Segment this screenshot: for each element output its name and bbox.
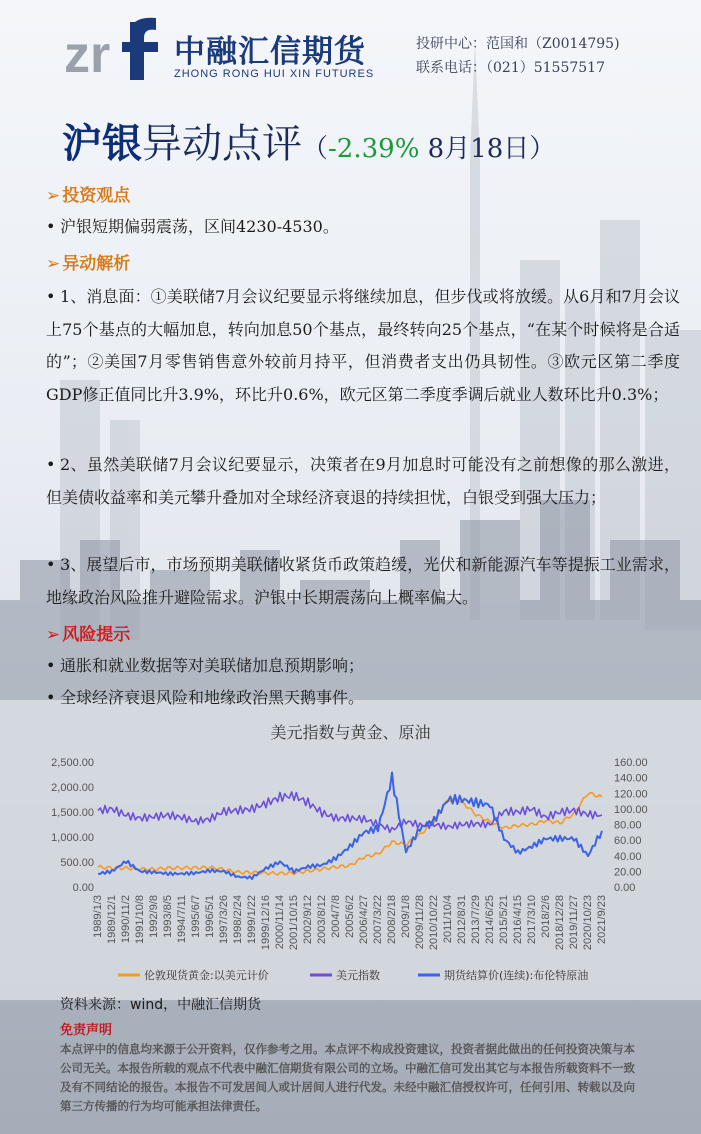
view-heading: ➢ 投资观点	[46, 186, 131, 206]
y-right-tick-label: 100.00	[614, 803, 648, 816]
bullet-icon: •	[46, 217, 56, 236]
legend-label: 期货结算价(连续):布伦特原油	[444, 969, 589, 982]
y-right-tick-label: 140.00	[614, 772, 648, 785]
x-tick-label: 2008/2/18	[386, 895, 398, 944]
x-tick-label: 2017/3/10	[526, 895, 538, 944]
x-tick-label: 1993/8/5	[162, 895, 174, 938]
x-tick-label: 2007/3/22	[372, 895, 384, 944]
y-right-tick-label: 0.00	[614, 882, 636, 894]
y-right-tick-label: 60.00	[614, 835, 642, 848]
x-tick-label: 2018/2/6	[540, 895, 552, 938]
x-tick-label: 2020/10/23	[582, 895, 594, 951]
bullet-icon: •	[46, 656, 56, 675]
x-tick-label: 2006/4/27	[358, 895, 370, 944]
y-right-tick-label: 160.00	[614, 757, 648, 769]
title-open-paren: （	[302, 134, 329, 164]
bullet-icon: •	[46, 287, 56, 306]
x-tick-label: 2011/10/4	[442, 895, 454, 944]
x-tick-label: 2012/8/31	[456, 895, 468, 944]
x-tick-label: 2009/1/8	[400, 895, 412, 938]
x-tick-label: 2014/6/25	[484, 895, 496, 944]
logo-chinese-name: 中融汇信期货	[174, 34, 366, 70]
x-tick-label: 1991/10/8	[134, 895, 146, 944]
x-tick-label: 2019/11/27	[568, 895, 580, 950]
y-right-tick-label: 40.00	[614, 850, 642, 863]
company-logo	[64, 10, 384, 82]
disclaimer-title: 免责声明	[60, 1023, 113, 1038]
x-tick-label: 1994/7/11	[176, 895, 188, 944]
x-tick-label: 1990/11/2	[120, 895, 132, 944]
y-left-tick-label: 2,500.00	[51, 757, 94, 769]
x-tick-label: 1999/1/22	[246, 895, 258, 944]
x-tick-label: 2003/8/12	[316, 895, 328, 944]
arrow-icon: ➢	[46, 186, 61, 206]
contact-info	[416, 32, 620, 80]
disclaimer-text: 本点评中的信息均来源于公开资料，仅作参考之用。本点评不构成投资建议，投资者据此做出的任何投资决策与本公司无关。本报告所载的观点不代表中融汇信期货有限公司的立场。中融汇信可发出其它与本报告所载资料不一致及有不同结论的报告。本报告不可发居间人或计居间人进行代发。未经中融汇信授权许可，任何引用、转载以及向第三方传播的行为均可能承担法律责任。	[60, 1042, 635, 1113]
x-tick-label: 1989/12/1	[106, 895, 118, 944]
risk-heading: ➢ 风险提示	[46, 625, 131, 645]
x-tick-label: 2013/7/29	[470, 895, 482, 944]
logo-english-name: ZHONG RONG HUI XIN FUTURES	[174, 68, 375, 80]
chart	[40, 745, 670, 990]
contact-phone: 联系电话：（021）51557517	[416, 60, 605, 76]
y-left-tick-label: 500.00	[60, 857, 94, 869]
title-sub: 异动点评	[142, 121, 302, 167]
x-tick-label: 1998/2/24	[232, 895, 244, 944]
x-tick-label: 2004/7/8	[330, 895, 342, 938]
analysis-point-2: • 2、虽然美联储7月会议纪要显示，决策者在9月加息时可能没有之前想像的那么激进，但美债收益率和美元攀升叠加对全球经济衰退的持续担忧，白银受到强大压力；	[46, 449, 680, 514]
arrow-icon: ➢	[46, 625, 61, 645]
series-line	[98, 793, 602, 875]
x-tick-label: 1997/3/26	[218, 895, 230, 944]
y-left-tick-label: 2,000.00	[51, 782, 94, 794]
x-tick-label: 1995/6/7	[190, 895, 202, 938]
bullet-icon: •	[46, 455, 56, 474]
bullet-icon: •	[46, 688, 56, 707]
y-right-tick-label: 120.00	[614, 788, 648, 801]
x-tick-label: 1989/1/3	[92, 895, 104, 938]
x-tick-label: 2021/9/23	[596, 895, 608, 944]
x-tick-label: 2018/12/28	[554, 895, 566, 951]
x-tick-label: 2009/11/28	[414, 895, 426, 950]
x-tick-label: 2016/4/15	[512, 895, 524, 944]
x-tick-label: 2005/6/2	[344, 895, 356, 938]
view-text: • 沪银短期偏弱震荡，区间4230-4530。	[46, 211, 680, 244]
x-tick-label: 2015/5/21	[498, 895, 510, 944]
y-right-tick-label: 80.00	[614, 819, 642, 832]
data-source: 资料来源：wind，中融汇信期货	[60, 997, 262, 1013]
y-right-tick-label: 20.00	[614, 866, 642, 879]
legend-label: 伦敦现货黄金:以美元计价	[144, 969, 269, 982]
x-tick-label: 2010/10/22	[428, 895, 440, 951]
analysis-point-3: • 3、展望后市，市场预期美联储收紧货币政策趋缓，光伏和新能源汽车等提振工业需求，地缘政治风险推升避险需求。沪银中长期震荡向上概率偏大。	[46, 549, 680, 614]
title-change: -2.39%	[328, 134, 420, 164]
arrow-icon: ➢	[46, 254, 61, 274]
analysis-point-1: • 1、消息面：①美联储7月会议纪要显示将继续加息，但步伐或将放缓。从6月和7月会议上75个基点的大幅加息，转向加息50个基点，最终转向25个基点，“在某个时候将是合适的”；②美国7月零售销售意外较前月持平，但消费者支出仍具韧性。③欧元区第二季度GDP修正值同比升3.9%，环比升0.6%，欧元区第二季度季调后就业人数环比升0.3%；	[46, 281, 680, 411]
risk-point-2: • 全球经济衰退风险和地缘政治黑天鹅事件。	[46, 682, 680, 715]
y-left-tick-label: 1,500.00	[51, 807, 94, 819]
x-tick-label: 1999/12/16	[260, 895, 272, 951]
y-left-tick-label: 0.00	[72, 882, 94, 894]
analysis-heading: ➢ 异动解析	[46, 254, 131, 274]
x-tick-label: 1996/5/1	[204, 895, 216, 938]
x-tick-label: 2002/9/12	[302, 895, 314, 944]
x-tick-label: 2000/11/14	[274, 895, 286, 950]
title-date: 8月18日）	[419, 134, 556, 164]
report-title	[62, 112, 555, 169]
logo-mark-icon	[64, 16, 162, 80]
legend-label: 美元指数	[336, 969, 380, 982]
bullet-icon: •	[46, 555, 56, 574]
x-tick-label: 1992/9/8	[148, 895, 160, 938]
title-main: 沪银	[62, 121, 142, 167]
risk-point-1: • 通胀和就业数据等对美联储加息预期影响；	[46, 650, 680, 683]
svg-text:zr: zr	[64, 26, 111, 80]
chart-title: 美元指数与黄金、原油	[270, 723, 431, 742]
y-left-tick-label: 1,000.00	[51, 832, 94, 844]
x-tick-label: 2001/10/15	[288, 895, 300, 951]
research-center: 投研中心：范国和（Z0014795)	[416, 36, 620, 52]
